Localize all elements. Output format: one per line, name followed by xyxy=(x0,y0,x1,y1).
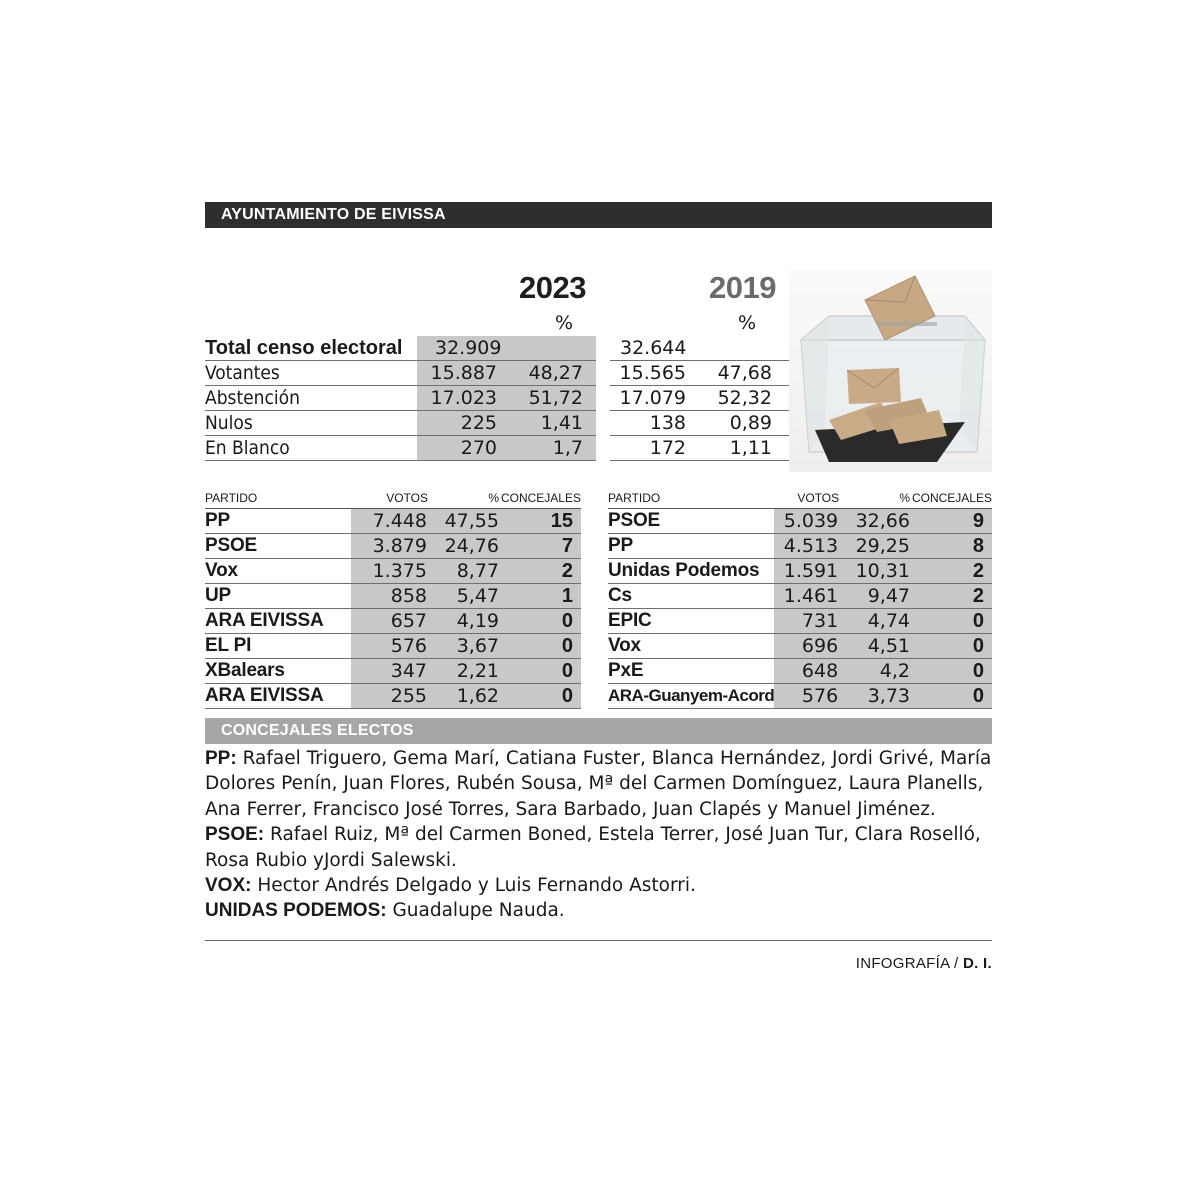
summary-value: 15.565 xyxy=(610,361,692,386)
summary-row xyxy=(610,411,792,436)
ballot-box-icon xyxy=(789,270,992,472)
section-title: AYUNTAMIENTO DE EIVISSA xyxy=(205,202,992,228)
summary-pct xyxy=(503,336,596,361)
party-votes: 4.513 xyxy=(774,534,839,559)
party-pct: 5,47 xyxy=(428,584,499,609)
party-votes: 858 xyxy=(351,584,428,609)
party-name: ARA-Guanyem-Acord xyxy=(608,684,774,709)
summary-row xyxy=(610,436,792,461)
table-row xyxy=(205,534,581,559)
summary-label: En Blanco xyxy=(205,436,417,461)
party-pct: 4,74 xyxy=(839,609,910,634)
col-header-votes: VOTOS xyxy=(351,490,428,509)
summary-value: 17.023 xyxy=(417,386,503,411)
councillor-names: Guadalupe Nauda. xyxy=(386,900,565,922)
party-name: Vox xyxy=(205,559,351,584)
party-seats: 0 xyxy=(499,659,581,684)
table-row xyxy=(205,634,581,659)
summary-row xyxy=(610,336,792,361)
table-row xyxy=(205,659,581,684)
summary-row xyxy=(205,411,596,436)
credit-line xyxy=(205,955,992,972)
party-seats: 2 xyxy=(910,559,992,584)
summary-pct: 1,7 xyxy=(503,436,596,461)
party-pct: 4,19 xyxy=(428,609,499,634)
party-pct: 24,76 xyxy=(428,534,499,559)
summary-label: Total censo electoral xyxy=(205,336,417,361)
summary-row xyxy=(205,336,596,361)
party-name: XBalears xyxy=(205,659,351,684)
councillor-names: Rafael Ruiz, Mª del Carmen Boned, Estela Terrer, José Juan Tur, Clara Roselló, Rosa Rubio yJordi Salewski. xyxy=(205,824,981,871)
councillor-group xyxy=(205,873,992,898)
summary-row xyxy=(610,361,792,386)
party-name: UP xyxy=(205,584,351,609)
summary-value: 225 xyxy=(417,411,503,436)
party-name: PxE xyxy=(608,659,774,684)
party-name: PP xyxy=(205,509,351,534)
summary-pct: 0,89 xyxy=(692,411,792,436)
col-header-votes: VOTOS xyxy=(774,490,839,509)
party-votes: 1.375 xyxy=(351,559,428,584)
councillor-group xyxy=(205,822,992,873)
table-row xyxy=(205,509,581,534)
summary-value: 15.887 xyxy=(417,361,503,386)
councillor-names: Hector Andrés Delgado y Luis Fernando Astorri. xyxy=(251,875,696,897)
col-header-party: PARTIDO xyxy=(205,490,351,509)
summary-pct: 1,11 xyxy=(692,436,792,461)
councillor-party: PP: xyxy=(205,748,237,769)
party-pct: 32,66 xyxy=(839,509,910,534)
pct-header-2019: % xyxy=(738,312,757,334)
party-votes: 255 xyxy=(351,684,428,709)
summary-pct: 1,41 xyxy=(503,411,596,436)
party-votes: 657 xyxy=(351,609,428,634)
summary-pct xyxy=(692,336,792,361)
table-row xyxy=(608,684,992,709)
party-votes: 3.879 xyxy=(351,534,428,559)
councillor-party: VOX: xyxy=(205,875,252,897)
party-pct: 4,51 xyxy=(839,634,910,659)
table-row xyxy=(608,584,992,609)
table-row xyxy=(205,609,581,634)
party-votes: 5.039 xyxy=(774,509,839,534)
table-row xyxy=(608,609,992,634)
summary-row xyxy=(205,361,596,386)
party-pct: 2,21 xyxy=(428,659,499,684)
party-seats: 0 xyxy=(499,609,581,634)
results-table-2019 xyxy=(608,490,992,709)
party-name: PSOE xyxy=(205,534,351,559)
table-row xyxy=(608,559,992,584)
col-header-seats: CONCEJALES xyxy=(910,490,992,509)
summary-label: Votantes xyxy=(205,361,417,386)
party-votes: 1.591 xyxy=(774,559,839,584)
party-pct: 8,77 xyxy=(428,559,499,584)
party-pct: 3,67 xyxy=(428,634,499,659)
party-votes: 347 xyxy=(351,659,428,684)
councillor-party: UNIDAS PODEMOS: xyxy=(205,900,387,922)
table-row xyxy=(608,659,992,684)
party-name: Unidas Podemos xyxy=(608,559,774,584)
party-seats: 7 xyxy=(499,534,581,559)
party-votes: 648 xyxy=(774,659,839,684)
party-name: Cs xyxy=(608,584,774,609)
credit-author: D. I. xyxy=(962,954,992,972)
party-name: Vox xyxy=(608,634,774,659)
party-votes: 576 xyxy=(351,634,428,659)
table-row xyxy=(205,684,581,709)
col-header-party: PARTIDO xyxy=(608,490,774,509)
party-pct: 29,25 xyxy=(839,534,910,559)
councillor-group xyxy=(205,746,992,822)
col-header-seats: CONCEJALES xyxy=(499,490,581,509)
summary-value: 17.079 xyxy=(610,386,692,411)
party-seats: 0 xyxy=(499,684,581,709)
party-seats: 15 xyxy=(499,509,581,534)
party-votes: 1.461 xyxy=(774,584,839,609)
party-seats: 2 xyxy=(499,559,581,584)
infographic xyxy=(205,202,992,972)
party-name: EL PI xyxy=(205,634,351,659)
results-table-2023 xyxy=(205,490,581,709)
party-seats: 1 xyxy=(499,584,581,609)
party-pct: 47,55 xyxy=(428,509,499,534)
summary-label: Nulos xyxy=(205,411,417,436)
summary-value: 270 xyxy=(417,436,503,461)
summary-value: 32.909 xyxy=(417,336,503,361)
party-seats: 0 xyxy=(910,684,992,709)
councillors-list xyxy=(205,744,992,924)
party-votes: 7.448 xyxy=(351,509,428,534)
summary-table-2019 xyxy=(610,336,792,461)
summary-pct: 48,27 xyxy=(503,361,596,386)
councillor-party: PSOE: xyxy=(205,824,265,846)
summary-value: 32.644 xyxy=(610,336,692,361)
party-name: ARA EIVISSA xyxy=(205,684,351,709)
col-header-pct: % xyxy=(839,490,910,509)
summary-table-2023 xyxy=(205,336,596,461)
party-pct: 1,62 xyxy=(428,684,499,709)
party-name: ARA EIVISSA xyxy=(205,609,351,634)
party-seats: 8 xyxy=(910,534,992,559)
summary-row xyxy=(205,436,596,461)
pct-header-2023: % xyxy=(555,312,574,334)
party-pct: 3,73 xyxy=(839,684,910,709)
party-votes: 696 xyxy=(774,634,839,659)
summary-pct: 52,32 xyxy=(692,386,792,411)
summary-value: 138 xyxy=(610,411,692,436)
party-results-section xyxy=(205,464,992,718)
summary-section xyxy=(205,228,992,464)
credit-label: INFOGRAFÍA / xyxy=(855,954,963,972)
party-name: PSOE xyxy=(608,509,774,534)
ballot-box-image xyxy=(789,270,992,472)
party-seats: 0 xyxy=(910,659,992,684)
table-row xyxy=(205,584,581,609)
councillor-names: Rafael Triguero, Gema Marí, Catiana Fuster, Blanca Hernández, Jordi Grivé, María Dolores Penín, Juan Flores, Rubén Sousa, Mª del Carmen Domínguez, Laura Planells, Ana Ferrer, Francisco José Torres, Sara Barbado, Juan Clapés y Manuel Jiménez. xyxy=(205,748,992,820)
party-votes: 731 xyxy=(774,609,839,634)
party-votes: 576 xyxy=(774,684,839,709)
table-row xyxy=(608,534,992,559)
table-row xyxy=(205,559,581,584)
summary-row xyxy=(205,386,596,411)
councillors-title: CONCEJALES ELECTOS xyxy=(205,718,992,744)
party-pct: 10,31 xyxy=(839,559,910,584)
councillor-group xyxy=(205,898,992,923)
party-seats: 2 xyxy=(910,584,992,609)
col-header-pct: % xyxy=(428,490,499,509)
party-seats: 0 xyxy=(499,634,581,659)
party-pct: 4,2 xyxy=(839,659,910,684)
summary-row xyxy=(610,386,792,411)
table-row xyxy=(608,634,992,659)
year-2019-heading: 2019 xyxy=(709,270,776,305)
party-name: PP xyxy=(608,534,774,559)
party-seats: 9 xyxy=(910,509,992,534)
table-row xyxy=(608,509,992,534)
summary-pct: 51,72 xyxy=(503,386,596,411)
party-pct: 9,47 xyxy=(839,584,910,609)
summary-pct: 47,68 xyxy=(692,361,792,386)
party-seats: 0 xyxy=(910,634,992,659)
year-2023-heading: 2023 xyxy=(519,270,586,305)
divider xyxy=(205,940,992,941)
party-seats: 0 xyxy=(910,609,992,634)
councillors-section xyxy=(205,718,992,972)
summary-label: Abstención xyxy=(205,386,417,411)
party-name: EPIC xyxy=(608,609,774,634)
summary-value: 172 xyxy=(610,436,692,461)
